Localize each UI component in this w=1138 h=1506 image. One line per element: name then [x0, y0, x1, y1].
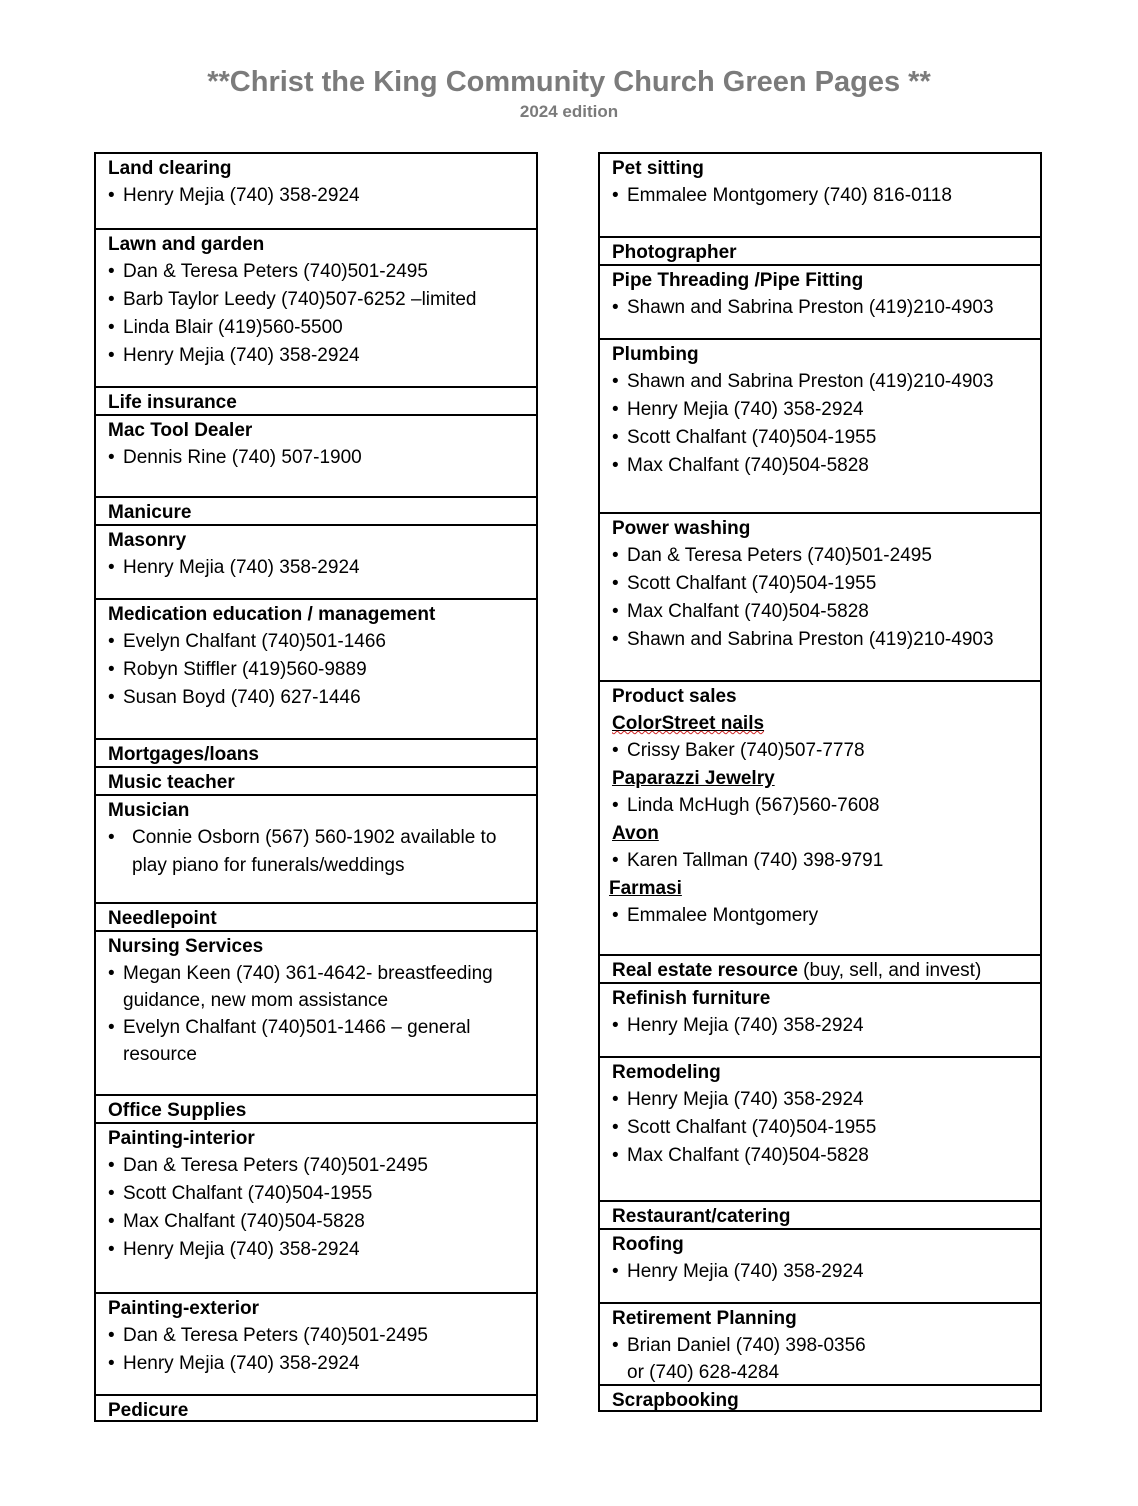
- category-heading: Lawn and garden: [108, 234, 265, 255]
- category-heading: Painting-exterior: [108, 1298, 259, 1319]
- contact-entry: • Max Chalfant (740)504-5828: [108, 1208, 524, 1236]
- contact-entry: • Scott Chalfant (740)504-1955: [108, 1180, 524, 1208]
- contact-list: [108, 628, 524, 712]
- category-mortgages-loans: [96, 738, 536, 766]
- page-title: **Christ the King Community Church Green Pages **: [207, 66, 931, 98]
- category-retirement-planning: [600, 1302, 1040, 1384]
- contact-list: [612, 1086, 1028, 1170]
- contact-entry: • Max Chalfant (740)504-5828: [612, 1142, 1028, 1170]
- contact-entry: • Connie Osborn (567) 560-1902 available to play piano for funerals/weddings: [108, 824, 524, 880]
- category-heading: Musician: [108, 800, 190, 821]
- contact-list: [612, 182, 1028, 210]
- category-pipe-threading: [600, 264, 1040, 338]
- contact-entry: • Henry Mejia (740) 358-2924: [612, 1086, 1028, 1114]
- contact-entry: • Henry Mejia (740) 358-2924: [108, 1350, 524, 1378]
- category-heading: Real estate resource: [612, 960, 798, 981]
- category-heading-row: [612, 958, 1028, 982]
- contact-list: [108, 554, 524, 582]
- category-refinish-furniture: [600, 982, 1040, 1056]
- category-painting-exterior: [96, 1292, 536, 1394]
- category-product-sales: [600, 680, 1040, 954]
- contact-entry: • Dan & Teresa Peters (740)501-2495: [108, 1152, 524, 1180]
- brand-heading: Paparazzi Jewelry: [612, 768, 775, 789]
- contact-list: [612, 1332, 1028, 1384]
- contact-entry: • Shawn and Sabrina Preston (419)210-4903: [612, 626, 1028, 654]
- contact-entry: • Henry Mejia (740) 358-2924: [612, 396, 1028, 424]
- contact-list: [612, 847, 1028, 875]
- contact-entry: • Henry Mejia (740) 358-2924: [108, 182, 524, 210]
- category-heading: Retirement Planning: [612, 1308, 797, 1329]
- category-heading: Scrapbooking: [612, 1390, 739, 1411]
- brand-heading: Farmasi: [609, 878, 682, 899]
- contact-entry: • Henry Mejia (740) 358-2924: [612, 1012, 1028, 1040]
- category-heading: Pedicure: [108, 1400, 189, 1421]
- category-masonry: [96, 524, 536, 598]
- category-heading: Refinish furniture: [612, 988, 771, 1009]
- category-heading: Office Supplies: [108, 1100, 247, 1121]
- category-heading: Painting-interior: [108, 1128, 255, 1149]
- contact-entry: • Barb Taylor Leedy (740)507-6252 –limited: [108, 286, 524, 314]
- contact-list: [108, 444, 524, 472]
- contact-entry: • Crissy Baker (740)507-7778: [612, 737, 1028, 765]
- category-heading: Life insurance: [108, 392, 237, 413]
- category-heading: Manicure: [108, 502, 192, 523]
- category-heading: Nursing Services: [108, 936, 264, 957]
- category-heading: Music teacher: [108, 772, 235, 793]
- contact-list: [612, 542, 1028, 654]
- edition-subtitle: 2024 edition: [519, 102, 619, 121]
- contact-list: [108, 960, 524, 1068]
- contact-entry: • Max Chalfant (740)504-5828: [612, 452, 1028, 480]
- category-photographer: [600, 236, 1040, 264]
- category-heading: Photographer: [612, 242, 737, 263]
- contact-entry: • Henry Mejia (740) 358-2924: [108, 554, 524, 582]
- category-pedicure: [96, 1394, 536, 1422]
- category-life-insurance: [96, 386, 536, 414]
- category-needlepoint: [96, 902, 536, 930]
- brand-heading: [612, 710, 1028, 737]
- category-roofing: [600, 1228, 1040, 1302]
- contact-list: [612, 902, 1028, 930]
- contact-entry: • Emmalee Montgomery (740) 816-0118: [612, 182, 1028, 210]
- category-heading: Restaurant/catering: [612, 1206, 791, 1227]
- contact-entry: • Max Chalfant (740)504-5828: [612, 598, 1028, 626]
- contact-list: [108, 182, 524, 210]
- contact-entry: • Scott Chalfant (740)504-1955: [612, 1114, 1028, 1142]
- category-manicure: [96, 496, 536, 524]
- contact-list: [108, 1322, 524, 1378]
- contact-entry: • Karen Tallman (740) 398-9791: [612, 847, 1028, 875]
- contact-list: [612, 1012, 1028, 1040]
- contact-entry: • Dennis Rine (740) 507-1900: [108, 444, 524, 472]
- contact-list: [612, 737, 1028, 765]
- category-heading: Product sales: [612, 686, 737, 707]
- contact-list: [612, 294, 1028, 322]
- category-pet-sitting: [600, 154, 1040, 236]
- directory-column-right: [598, 152, 1042, 1412]
- contact-list: [612, 368, 1028, 480]
- category-heading: Needlepoint: [108, 908, 217, 929]
- category-scrapbooking: [600, 1384, 1040, 1412]
- category-heading: Mortgages/loans: [108, 744, 259, 765]
- contact-entry: • Henry Mejia (740) 358-2924: [108, 1236, 524, 1264]
- category-office-supplies: [96, 1094, 536, 1122]
- contact-entry: • Evelyn Chalfant (740)501-1466: [108, 628, 524, 656]
- contact-entry: • Susan Boyd (740) 627-1446: [108, 684, 524, 712]
- category-medication-education: [96, 598, 536, 738]
- contact-entry: • Scott Chalfant (740)504-1955: [612, 424, 1028, 452]
- contact-entry: • Dan & Teresa Peters (740)501-2495: [108, 1322, 524, 1350]
- contact-list: [612, 792, 1028, 820]
- contact-entry: • Shawn and Sabrina Preston (419)210-4903: [612, 368, 1028, 396]
- contact-entry: • Scott Chalfant (740)504-1955: [612, 570, 1028, 598]
- category-heading: Remodeling: [612, 1062, 721, 1083]
- category-heading: Pet sitting: [612, 158, 704, 179]
- category-heading: Power washing: [612, 518, 751, 539]
- category-power-washing: [600, 512, 1040, 680]
- category-music-teacher: [96, 766, 536, 794]
- category-land-clearing: [96, 154, 536, 228]
- category-mac-tool-dealer: [96, 414, 536, 496]
- directory-column-left: [94, 152, 538, 1422]
- category-remodeling: [600, 1056, 1040, 1200]
- contact-entry: • Dan & Teresa Peters (740)501-2495: [108, 258, 524, 286]
- contact-entry: • Shawn and Sabrina Preston (419)210-4903: [612, 294, 1028, 322]
- category-plumbing: [600, 338, 1040, 512]
- contact-entry: • Brian Daniel (740) 398-0356 or (740) 628-4284: [612, 1332, 907, 1384]
- contact-entry: • Robyn Stiffler (419)560-9889: [108, 656, 524, 684]
- category-heading: Land clearing: [108, 158, 232, 179]
- contact-list: [108, 1152, 524, 1264]
- contact-entry: • Linda McHugh (567)560-7608: [612, 792, 1028, 820]
- brand-heading: Avon: [612, 823, 659, 844]
- category-heading: Mac Tool Dealer: [108, 420, 253, 441]
- contact-entry: • Linda Blair (419)560-5500: [108, 314, 524, 342]
- contact-entry: • Henry Mejia (740) 358-2924: [612, 1258, 1028, 1286]
- contact-list: [108, 258, 524, 370]
- category-restaurant-catering: [600, 1200, 1040, 1228]
- category-heading: Pipe Threading /Pipe Fitting: [612, 270, 864, 291]
- brand-name: ColorStreet nails: [612, 713, 765, 734]
- contact-entry: • Henry Mejia (740) 358-2924: [108, 342, 524, 370]
- category-heading: Plumbing: [612, 344, 699, 365]
- category-painting-interior: [96, 1122, 536, 1292]
- category-note: (buy, sell, and invest): [797, 960, 982, 981]
- category-heading: Medication education / management: [108, 604, 436, 625]
- contact-list: [108, 824, 524, 880]
- category-nursing-services: [96, 930, 536, 1094]
- category-heading: Roofing: [612, 1234, 684, 1255]
- category-heading: Masonry: [108, 530, 187, 551]
- category-lawn-and-garden: [96, 228, 536, 386]
- contact-entry: • Emmalee Montgomery: [612, 902, 1028, 930]
- category-musician: [96, 794, 536, 902]
- contact-entry: • Megan Keen (740) 361-4642- breastfeeding guidance, new mom assistance: [108, 960, 524, 1014]
- contact-entry: • Dan & Teresa Peters (740)501-2495: [612, 542, 1028, 570]
- contact-list: [612, 1258, 1028, 1286]
- category-real-estate: [600, 954, 1040, 982]
- contact-entry: • Evelyn Chalfant (740)501-1466 – general resource: [108, 1014, 524, 1068]
